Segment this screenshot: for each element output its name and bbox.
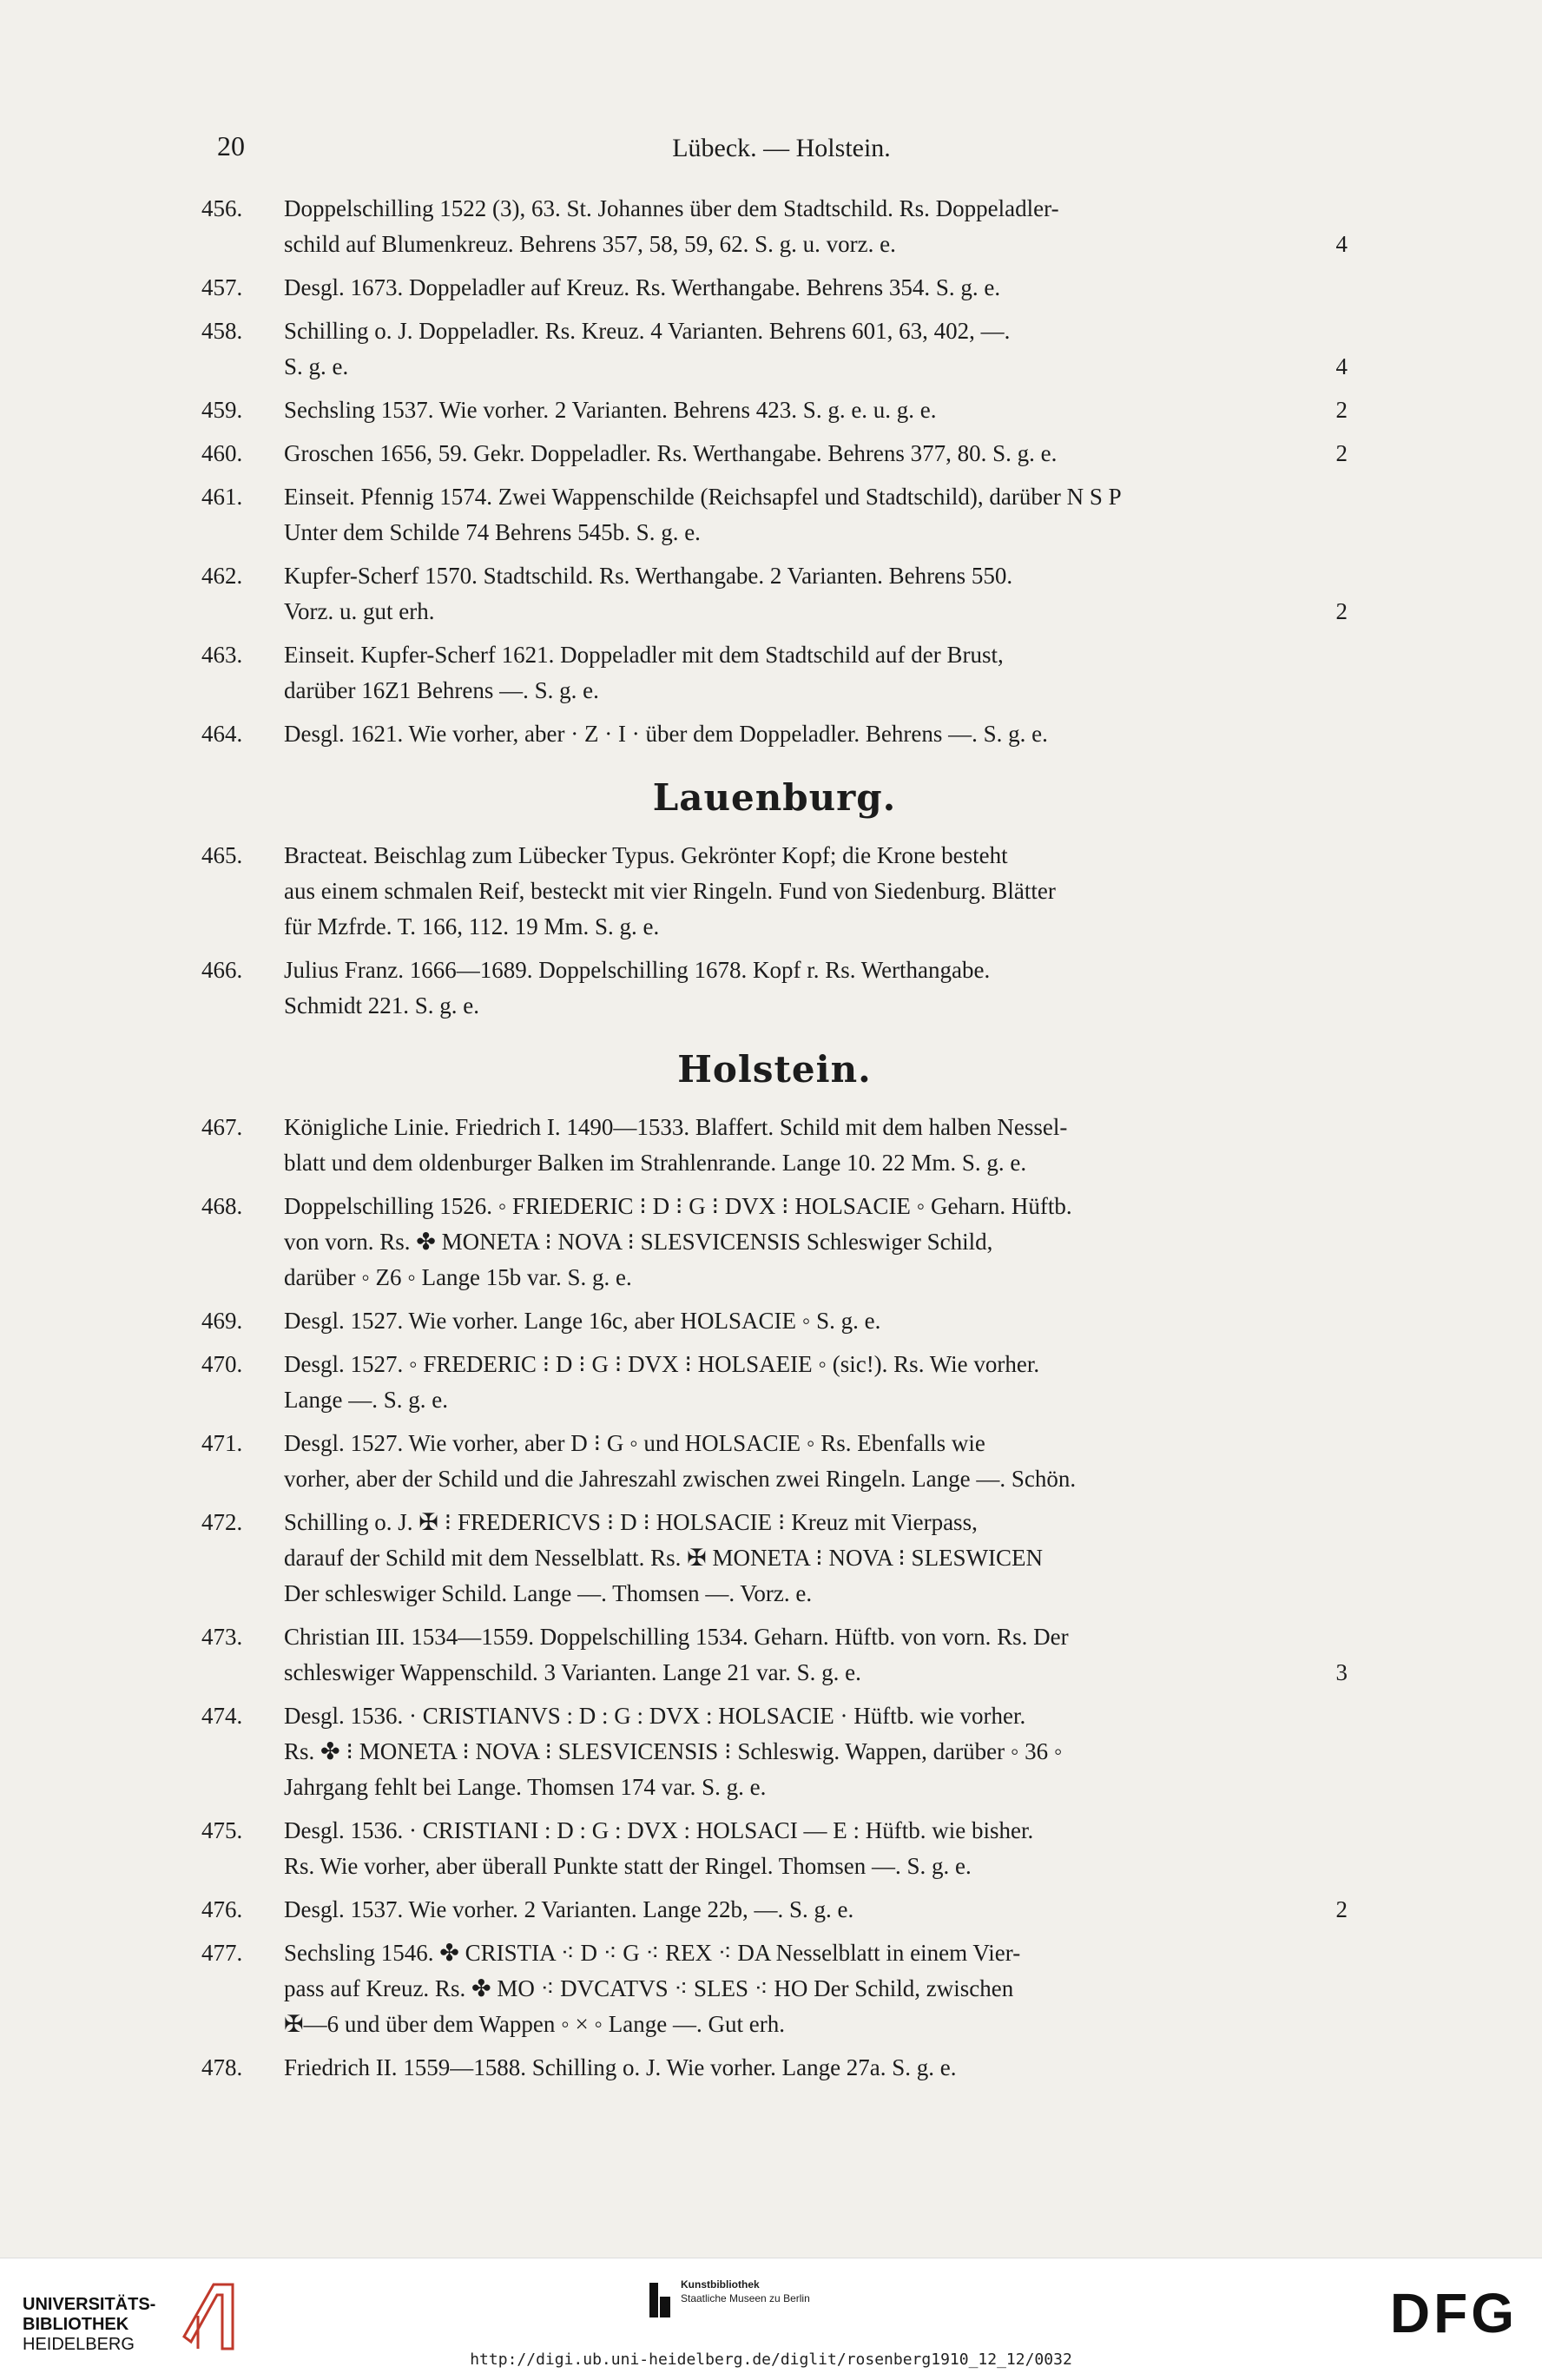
entry-rating: 2	[1335, 1896, 1348, 1922]
entry-text: Groschen 1656, 59. Gekr. Doppeladler. Rs. Werthangabe. Behrens 377, 80. S. g. e.	[284, 440, 1058, 466]
entry-text: Schilling o. J. ✠ ⁝ FREDERICVS ⁝ D ⁝ HOLSACIE ⁝ Kreuz mit Vierpass, darauf der Schild mit dem Nesselblatt. Rs. ✠ MONETA ⁝ NOVA ⁝ SLESWICEN Der schleswiger Schild. Lange —. Thomsen —. Vorz. e.	[284, 1509, 1044, 1606]
entry-text: Desgl. 1527. ◦ FREDERIC ⁝ D ⁝ G ⁝ DVX ⁝ HOLSAEIE ◦ (sic!). Rs. Wie vorher. Lange —. S. g. e.	[284, 1351, 1040, 1413]
entry-rating: 2	[1335, 440, 1348, 466]
catalog-entry	[201, 716, 1348, 752]
catalog-entry	[201, 637, 1348, 709]
entry-number: 458.	[201, 318, 243, 344]
entry-number: 476.	[201, 1896, 243, 1922]
catalog-entry	[201, 838, 1348, 945]
section-heading: Lauenburg.	[652, 776, 897, 819]
entry-number: 470.	[201, 1351, 243, 1377]
entry-text: Doppelschilling 1526. ◦ FRIEDERIC ⁝ D ⁝ G ⁝ DVX ⁝ HOLSACIE ◦ Geharn. Hüftb. von vorn. Rs. ✤ MONETA ⁝ NOVA ⁝ SLESVICENSIS Schleswiger Schild, darüber ◦ Z6 ◦ Lange 15b var. S. g. e.	[284, 1193, 1072, 1290]
entry-text: Desgl. 1621. Wie vorher, aber · Z · I · über dem Doppeladler. Behrens —. S. g. e.	[284, 721, 1048, 747]
entry-text: Julius Franz. 1666—1689. Doppelschilling 1678. Kopf r. Rs. Werthangabe. Schmidt 221. S. g. e.	[284, 957, 991, 1019]
kb-line-2: Staatliche Museen zu Berlin	[681, 2292, 810, 2304]
kunstbibliothek-icon	[649, 2283, 670, 2317]
entry-text: Bracteat. Beischlag zum Lübecker Typus. Gekrönter Kopf; die Krone besteht aus einem schmalen Reif, besteckt mit vier Ringeln. Fund von Siedenburg. Blätter für Mzfrde. T. 166, 112. 19 Mm. S. g. e.	[284, 842, 1056, 939]
entry-number: 468.	[201, 1193, 243, 1219]
catalog-entry	[201, 1347, 1348, 1418]
section-heading: Holstein.	[677, 1048, 872, 1091]
entry-text: Desgl. 1536. · CRISTIANVS : D : G : DVX : HOLSACIE · Hüftb. wie vorher. Rs. ✤ ⁝ MONETA ⁝ NOVA ⁝ SLESVICENSIS ⁝ Schleswig. Wappen, darüber ◦ 36 ◦ Jahrgang fehlt bei Lange. Thomsen 174 var. S. g. e.	[284, 1703, 1063, 1800]
catalog-entry	[201, 1303, 1348, 1339]
entry-number: 472.	[201, 1509, 243, 1535]
footer-bar	[0, 2258, 1542, 2380]
entry-text: Christian III. 1534—1559. Doppelschilling 1534. Geharn. Hüftb. von vorn. Rs. Der schleswiger Wappenschild. 3 Varianten. Lange 21 var. S. g. e.	[284, 1624, 1069, 1685]
catalog-entry	[201, 479, 1348, 550]
entry-text: Desgl. 1527. Wie vorher. Lange 16c, aber HOLSACIE ◦ S. g. e.	[284, 1308, 881, 1334]
kunstbibliothek-logo[interactable]	[649, 2278, 910, 2330]
entry-text: Sechsling 1537. Wie vorher. 2 Varianten. Behrens 423. S. g. e. u. g. e.	[284, 397, 937, 423]
entry-text: Kupfer-Scherf 1570. Stadtschild. Rs. Werthangabe. 2 Varianten. Behrens 550. Vorz. u. gut erh.	[284, 563, 1013, 624]
catalog-entry	[201, 558, 1348, 630]
entry-number: 467.	[201, 1114, 243, 1140]
entry-number: 475.	[201, 1817, 243, 1843]
entry-text: Desgl. 1527. Wie vorher, aber D ⁝ G ◦ und HOLSACIE ◦ Rs. Ebenfalls wie vorher, aber der Schild und die Jahreszahl zwischen zwei Ringeln. Lange —. Schön.	[284, 1430, 1077, 1492]
entry-rating: 3	[1335, 1659, 1348, 1685]
entry-number: 478.	[201, 2054, 243, 2080]
entry-rating: 4	[1335, 231, 1348, 257]
entry-number: 456.	[201, 195, 243, 221]
running-title: Lübeck. — Holstein.	[672, 134, 891, 162]
entry-number: 460.	[201, 440, 243, 466]
entry-rating: 4	[1335, 353, 1348, 379]
entry-rating: 2	[1335, 397, 1348, 423]
entry-number: 465.	[201, 842, 243, 868]
entry-number: 471.	[201, 1430, 243, 1456]
entry-text: Königliche Linie. Friedrich I. 1490—1533. Blaffert. Schild mit dem halben Nessel- blatt und dem oldenburger Balken im Strahlenrande. Lange 10. 22 Mm. S. g. e.	[284, 1114, 1068, 1176]
entry-number: 473.	[201, 1624, 243, 1650]
entry-text: Desgl. 1536. · CRISTIANI : D : G : DVX : HOLSACI — E : Hüftb. wie bisher. Rs. Wie vorher, aber überall Punkte statt der Ringel. Thomsen —. S. g. e.	[284, 1817, 1034, 1879]
entry-number: 463.	[201, 642, 243, 668]
university-library-logo[interactable]	[23, 2276, 248, 2354]
catalog-body	[201, 191, 1348, 2093]
page-number: 20	[217, 130, 245, 162]
entry-number: 461.	[201, 484, 243, 510]
entry-text: Doppelschilling 1522 (3), 63. St. Johannes über dem Stadtschild. Rs. Doppeladler- schild auf Blumenkreuz. Behrens 357, 58, 59, 62. S. g. u. vorz. e.	[284, 195, 1059, 257]
ub-line-3: HEIDELBERG	[23, 2335, 135, 2354]
ub-line-1: UNIVERSITÄTS-	[23, 2295, 156, 2314]
entry-text: Desgl. 1537. Wie vorher. 2 Varianten. Lange 22b, —. S. g. e.	[284, 1896, 854, 1922]
catalog-entry	[201, 270, 1348, 306]
entry-number: 466.	[201, 957, 243, 983]
catalog-entry	[201, 1110, 1348, 1181]
entry-number: 469.	[201, 1308, 243, 1334]
catalog-entry	[201, 1505, 1348, 1612]
page-header	[217, 130, 1346, 165]
entry-number: 462.	[201, 563, 243, 589]
dfg-logo[interactable]: DFG	[1389, 2282, 1518, 2344]
entry-text: Einseit. Kupfer-Scherf 1621. Doppeladler mit dem Stadtschild auf der Brust, darüber 16Z1 Behrens —. S. g. e.	[284, 642, 1004, 703]
catalog-entry	[201, 1189, 1348, 1295]
kb-line-1: Kunstbibliothek	[681, 2278, 760, 2291]
catalog-entry	[201, 436, 1348, 471]
entry-number: 459.	[201, 397, 243, 423]
permalink-url[interactable]: http://digi.ub.uni-heidelberg.de/diglit/rosenberg1910_12_12/0032	[470, 2350, 1072, 2369]
entry-number: 474.	[201, 1703, 243, 1729]
catalog-entry	[201, 1935, 1348, 2042]
entry-text: Friedrich II. 1559—1588. Schilling o. J. Wie vorher. Lange 27a. S. g. e.	[284, 2054, 957, 2080]
catalog-entry	[201, 392, 1348, 428]
entry-number: 477.	[201, 1940, 243, 1966]
entry-text: Desgl. 1673. Doppeladler auf Kreuz. Rs. Werthangabe. Behrens 354. S. g. e.	[284, 274, 1001, 300]
catalog-entry	[201, 1698, 1348, 1805]
catalog-entry	[201, 313, 1348, 385]
catalog-entry	[201, 1892, 1348, 1928]
entry-text: Schilling o. J. Doppeladler. Rs. Kreuz. 4 Varianten. Behrens 601, 63, 402, —. S. g. e.	[284, 318, 1011, 379]
entry-number: 464.	[201, 721, 243, 747]
entry-text: Sechsling 1546. ✤ CRISTIA ⁖ D ⁖ G ⁖ REX ⁖ DA Nesselblatt in einem Vier- pass auf Kreuz. Rs. ✤ MO ⁖ DVCATVS ⁖ SLES ⁖ HO Der Schild, zwischen ✠—6 und über dem Wappen ◦ × ◦ Lange —. Gut erh.	[284, 1940, 1021, 2037]
catalog-entry	[201, 1619, 1348, 1691]
catalog-entry	[201, 953, 1348, 1024]
catalog-entry	[201, 1813, 1348, 1884]
entry-text: Einseit. Pfennig 1574. Zwei Wappenschilde (Reichsapfel und Stadtschild), darüber N S P Unter dem Schilde 74 Behrens 545b. S. g. e.	[284, 484, 1122, 545]
entry-number: 457.	[201, 274, 243, 300]
catalog-entry	[201, 1426, 1348, 1497]
catalog-entry	[201, 191, 1348, 262]
ub-emblem-icon	[179, 2276, 240, 2354]
catalog-entry	[201, 2050, 1348, 2086]
entry-rating: 2	[1335, 598, 1348, 624]
ub-line-2: BIBLIOTHEK	[23, 2315, 129, 2334]
